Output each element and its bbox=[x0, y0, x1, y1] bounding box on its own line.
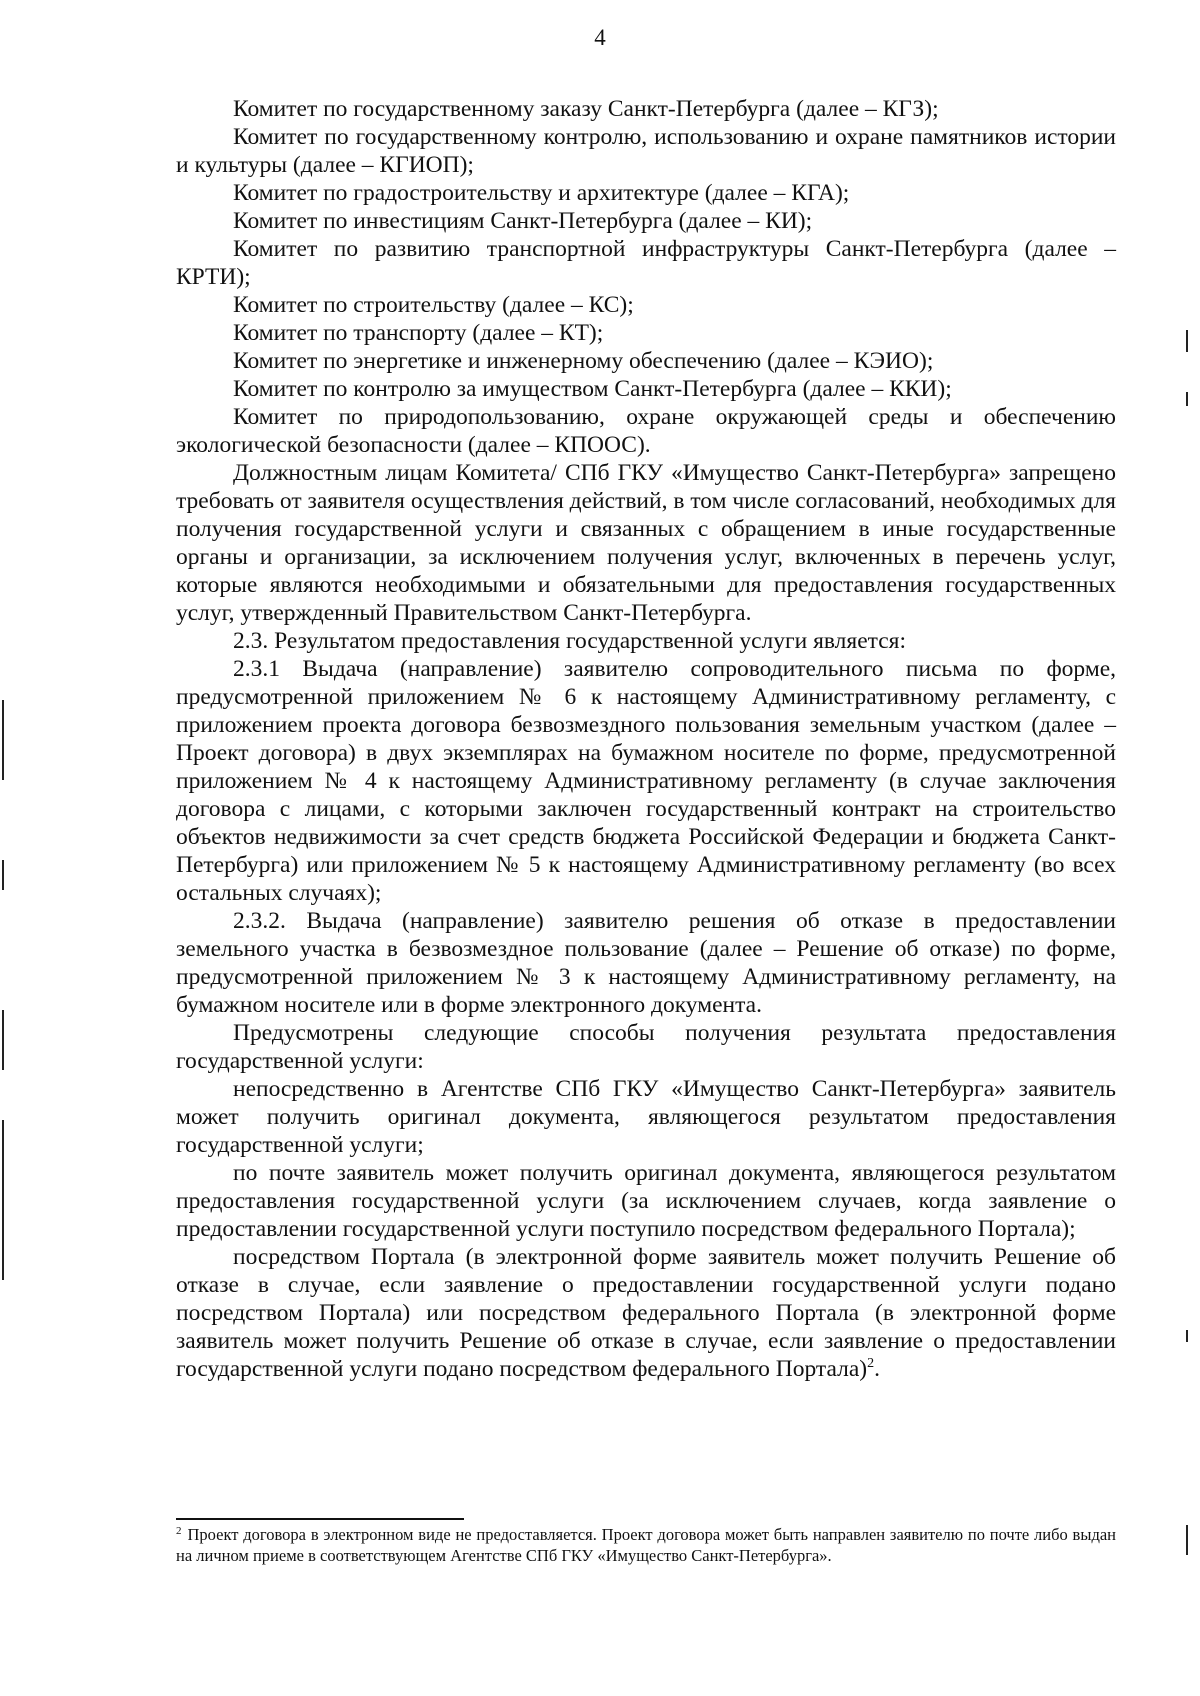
section-2-3-1: 2.3.1 Выдача (направление) заявителю сопроводительного письма по форме, предусмотренной приложением № 6 к настоящему Административному регламенту, с приложением проекта договора безвозмездного пользования земельным участком (далее – Проект договора) в двух экземплярах на бумажном носителе по форме, предусмотренной приложением № 4 к настоящему Административному регламенту (в случае заключения договора с лицами, с которыми заключен государственный контракт на строительство объектов недвижимости за счет средств бюджета Российской Федерации и бюджета Санкт-Петербурга) или приложением № 5 к настоящему Административному регламенту (во всех остальных случаях); bbox=[176, 656, 1116, 906]
section-2-3-heading: 2.3. Результатом предоставления государственной услуги является: bbox=[233, 628, 906, 654]
paragraph-method-in-person: непосредственно в Агентстве СПб ГКУ «Имущество Санкт-Петербурга» заявитель может получить оригинал документа, являющегося результатом предоставления государственной услуги; bbox=[176, 1076, 1116, 1158]
footnote bbox=[176, 1525, 1116, 1566]
paragraph-method-portal bbox=[176, 1243, 1116, 1383]
footnote-separator bbox=[176, 1518, 464, 1520]
scan-edge-mark bbox=[2, 700, 4, 780]
scan-edge-mark bbox=[1186, 1525, 1188, 1555]
footnote-text: Проект договора в электронном виде не предоставляется. Проект договора может быть направлен заявителю по почте либо выдан на личном приеме в соответствующем Агентстве СПб ГКУ «Имущество Санкт-Петербурга». bbox=[176, 1525, 1116, 1565]
scan-edge-mark bbox=[1186, 1330, 1188, 1342]
paragraph-prohibition: Должностным лицам Комитета/ СПб ГКУ «Имущество Санкт-Петербурга» запрещено требовать от заявителя осуществления действий, в том числе согласований, необходимых для получения государственной услуги и связанных с обращением в иные государственные органы и организации, за исключением получения услуг, включенных в перечень услуг, которые являются необходимыми и обязательными для предоставления государственных услуг, утвержденный Правительством Санкт-Петербурга. bbox=[176, 460, 1116, 626]
section-2-3-2: 2.3.2. Выдача (направление) заявителю решения об отказе в предоставлении земельного участка в безвозмездное пользование (далее – Решение об отказе) по форме, предусмотренной приложением № 3 к настоящему Административному регламенту, на бумажном носителе или в форме электронного документа. bbox=[176, 908, 1116, 1018]
paragraph-method-mail: по почте заявитель может получить оригинал документа, являющегося результатом предоставления государственной услуги (за исключением случаев, когда заявление о предоставлении государственной услуги поступило посредством федерального Портала); bbox=[176, 1160, 1116, 1242]
paragraph-kgiop: Комитет по государственному контролю, использованию и охране памятников истории и культуры (далее – КГИОП); bbox=[176, 124, 1116, 178]
paragraph-kpoos: Комитет по природопользованию, охране окружающей среды и обеспечению экологической безопасности (далее – КПООС). bbox=[176, 404, 1116, 458]
scan-edge-mark bbox=[2, 1120, 4, 1280]
scan-edge-mark bbox=[1186, 330, 1188, 352]
paragraph-krti: Комитет по развитию транспортной инфраструктуры Санкт-Петербурга (далее – КРТИ); bbox=[176, 236, 1116, 290]
scan-edge-mark bbox=[2, 860, 4, 890]
paragraph-kki: Комитет по контролю за имуществом Санкт-Петербурга (далее – ККИ); bbox=[233, 376, 952, 402]
paragraph-ks: Комитет по строительству (далее – КС); bbox=[233, 292, 634, 318]
paragraph-kgz: Комитет по государственному заказу Санкт-Петербурга (далее – КГЗ); bbox=[233, 96, 939, 122]
paragraph-kga: Комитет по градостроительству и архитектуре (далее – КГА); bbox=[233, 180, 850, 206]
scan-edge-mark bbox=[2, 1010, 4, 1070]
paragraph-result-methods: Предусмотрены следующие способы получения результата предоставления государственной услуги: bbox=[176, 1020, 1116, 1074]
paragraph-ki: Комитет по инвестициям Санкт-Петербурга (далее – КИ); bbox=[233, 208, 813, 234]
paragraph-kt: Комитет по транспорту (далее – КТ); bbox=[233, 320, 604, 346]
paragraph-method-portal-text: посредством Портала (в электронной форме заявитель может получить Решение об отказе в случае, если заявление о предоставлении государственной услуги подано посредством Портала) или посредством федерального Портала (в электронной форме заявитель может получить Решение об отказе в случае, если заявление о предоставлении государственной услуги подано посредством федерального Портала) bbox=[176, 1244, 1116, 1382]
document-body bbox=[176, 95, 1116, 1383]
scan-edge-mark bbox=[1186, 392, 1188, 406]
footnote-marker: 2 bbox=[176, 1524, 182, 1537]
sentence-end: . bbox=[874, 1356, 880, 1382]
footnote-reference[interactable]: 2 bbox=[867, 1356, 875, 1372]
page-number: 4 bbox=[594, 25, 606, 50]
paragraph-keio: Комитет по энергетике и инженерному обеспечению (далее – КЭИО); bbox=[233, 348, 934, 374]
